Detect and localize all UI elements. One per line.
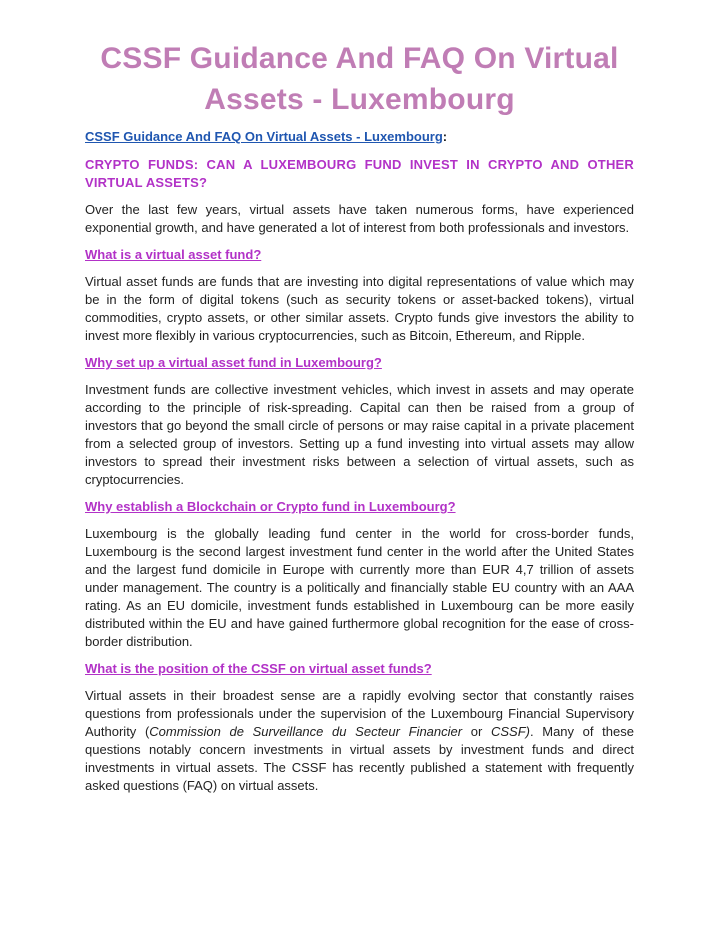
answer-text-after: . Many of these questions notably concern investments in virtual assets by investment funds and direct investments in virtual assets. The CSSF has recently published a statement with frequently asked questions (FAQ) on virtual assets.	[85, 724, 634, 793]
cssf-full-name: Commission de Surveillance du Secteur Financier	[149, 724, 463, 739]
question-heading	[85, 660, 634, 678]
title-link-line	[85, 128, 634, 146]
question-heading	[85, 354, 634, 372]
question-link-virtual-asset-fund[interactable]: What is a virtual asset fund?	[85, 247, 262, 262]
question-link-why-luxembourg[interactable]: Why set up a virtual asset fund in Luxembourg?	[85, 355, 382, 370]
crypto-heading: CRYPTO FUNDS: CAN A LUXEMBOURG FUND INVEST IN CRYPTO AND OTHER VIRTUAL ASSETS?	[85, 157, 634, 190]
answer-paragraph: Virtual asset funds are funds that are investing into digital representations of value which may be in the form of digital tokens (such as security tokens or asset-backed tokens), virtual commodities, crypto assets, or other similar assets. Crypto funds give investors the ability to invest more flexibly in various cryptocurrencies, such as Bitcoin, Ethereum, and Ripple.	[85, 274, 634, 343]
intro-paragraph: Over the last few years, virtual assets have taken numerous forms, have experienced exponential growth, and have generated a lot of interest from both professionals and investors.	[85, 202, 634, 235]
answer-text-before: Virtual assets in their broadest sense are a rapidly evolving sector that constantly raises questions from professionals under the supervision of the Luxembourg Financial Supervisory Authority (	[85, 688, 634, 739]
answer-paragraph	[85, 687, 634, 795]
page-title: CSSF Guidance And FAQ On Virtual Assets - Luxembourg	[100, 42, 619, 116]
question-link-cssf-position[interactable]: What is the position of the CSSF on virtual asset funds?	[85, 661, 432, 676]
question-heading	[85, 498, 634, 516]
title-link-colon: :	[442, 129, 448, 144]
title-link[interactable]: CSSF Guidance And FAQ On Virtual Assets - Luxembourg	[85, 129, 443, 144]
cssf-abbreviation: CSSF)	[490, 724, 530, 739]
answer-paragraph: Luxembourg is the globally leading fund center in the world for cross-border funds, Luxembourg is the second largest investment fund center in the world after the United States and the largest fund domicile in Europe with currently more than EUR 4,7 trillion of assets under management. The country is a politically and financially stable EU country with an AAA rating. As an EU domicile, investment funds established in Luxembourg can be more easily distributed within the EU and have gained furthermore global recognition for the ease of cross-border distribution.	[85, 526, 634, 649]
answer-paragraph: Investment funds are collective investment vehicles, which invest in assets and may operate according to the principle of risk-spreading. Capital can then be raised from a group of investors that go beyond the small circle of persons or may raise capital in a private placement from a selected group of investors. Setting up a fund investing into virtual assets may allow investors to spread their investment risks between a selection of virtual assets, such as cryptocurrencies.	[85, 382, 634, 487]
answer-text-middle: or	[462, 724, 491, 739]
question-heading	[85, 246, 634, 264]
question-link-blockchain-fund[interactable]: Why establish a Blockchain or Crypto fund in Luxembourg?	[85, 499, 456, 514]
